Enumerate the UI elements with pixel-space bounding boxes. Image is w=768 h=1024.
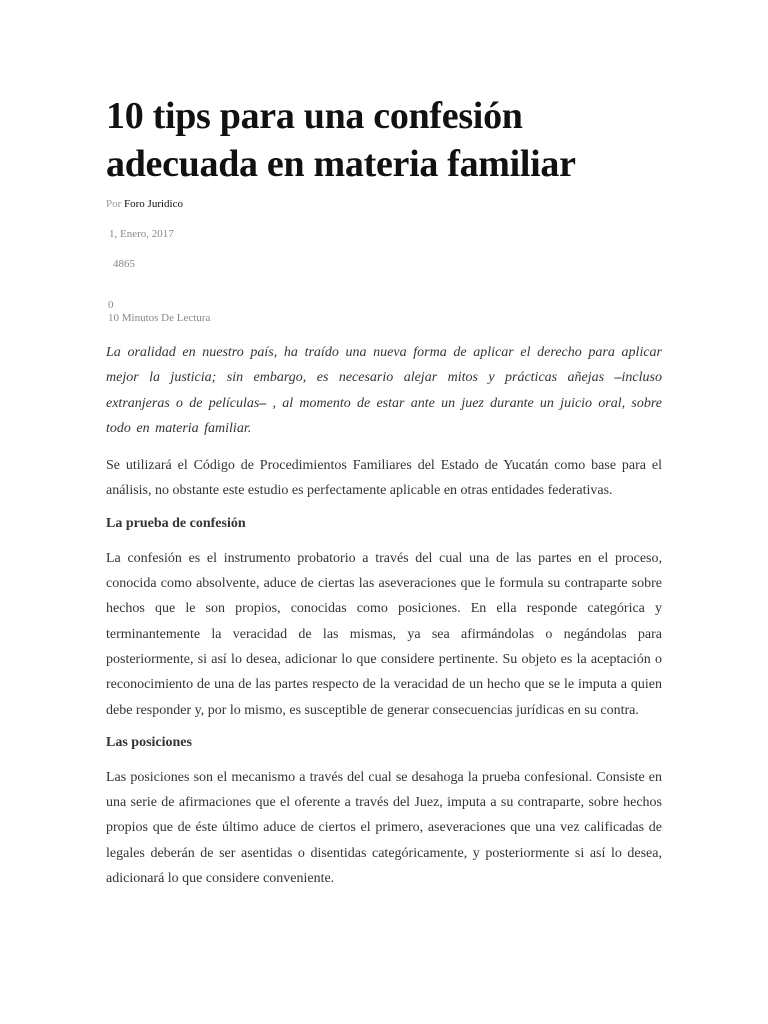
article-body <box>106 340 662 900</box>
section-heading-posiciones: Las posiciones <box>106 734 192 750</box>
article-lead <box>106 340 662 441</box>
lead-text-2: incluso extranjeras o de películas <box>106 370 662 411</box>
lead-dash-1: – <box>614 370 622 386</box>
article-title: 10 tips para una confesión adecuada en materia familiar <box>106 95 576 185</box>
author-link[interactable]: Foro Juridico <box>124 198 184 210</box>
view-count: 4865 <box>113 258 135 270</box>
byline-prefix: Por <box>106 198 122 210</box>
publish-date: 1, Enero, 2017 <box>109 228 174 240</box>
read-time: 10 Minutos De Lectura <box>108 312 211 324</box>
section-paragraph-posiciones: Las posiciones son el mecanismo a través del cual se desahoga la prueba confesional. Consiste en una serie de afirmaciones que el oferente a través del Juez, imputa a su contraparte, sobre hechos propios que de éste último aduce de ciertos el primero, aseveraciones que una vez calificadas de legales deberán de ser asentidas o disentidas categóricamente, y posteriormente si así lo desea, adicionará lo que considere conveniente. <box>106 769 662 887</box>
lead-text-1: La oralidad en nuestro país, ha traído una nueva forma de aplicar el derecho para aplicar mejor la justicia; sin embargo, es necesario alejar mitos y prácticas añejas <box>106 345 662 386</box>
section-heading-confesion: La prueba de confesión <box>106 515 246 531</box>
byline <box>106 197 183 211</box>
section-paragraph-confesion: La confesión es el instrumento probatorio a través del cual una de las partes en el proceso, conocida como absolvente, aduce de ciertas las aseveraciones que le formula su contraparte sobre hechos que le son propios, conocidas como posiciones. En ella responde categórica y terminantemente la veracidad de las mismas, ya sea afirmándolas o negándolas para posteriormente, si así lo desea, adicionar lo que considere pertinente. Su objeto es la aceptación o reconocimiento de una de las partes respecto de la veracidad de un hecho que se le imputa a quien debe responder y, por lo mismo, es susceptible de generar consecuencias jurídicas en su contra. <box>106 550 662 718</box>
intro-paragraph: Se utilizará el Código de Procedimientos Familiares del Estado de Yucatán como base para el análisis, no obstante este estudio es perfectamente aplicable en otras entidades federativas. <box>106 458 662 499</box>
lead-dash-2: – <box>259 395 267 411</box>
comment-count[interactable]: 0 <box>108 299 114 311</box>
lead-text-3: , al momento de estar ante un juez durante un juicio oral, sobre todo en materia familiar. <box>106 395 662 436</box>
